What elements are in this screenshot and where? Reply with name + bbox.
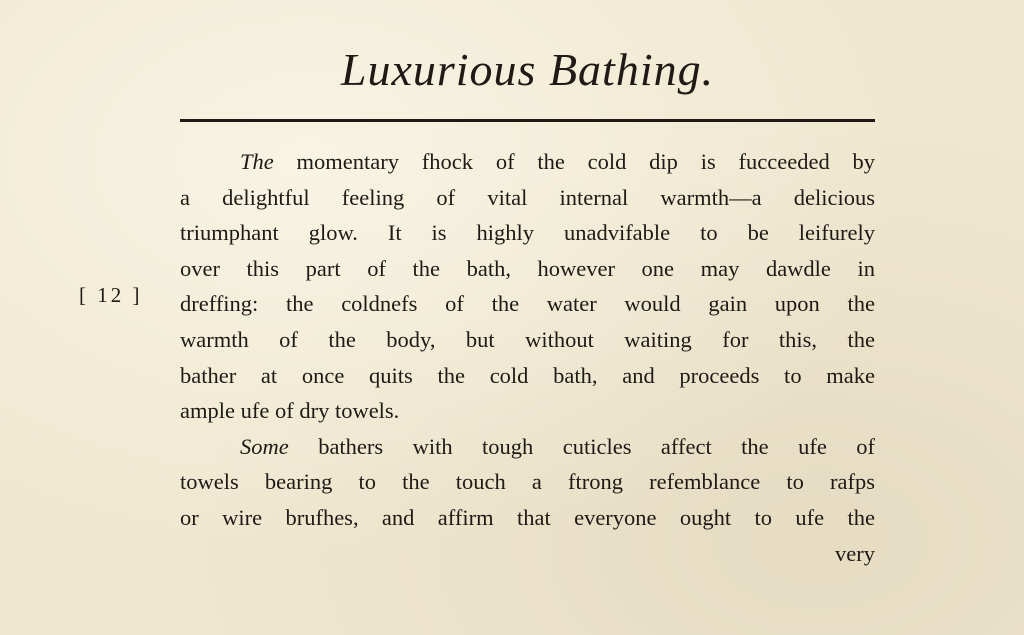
paragraph-1-line-2: a delightful feeling of vital internal warmth—a delicious xyxy=(180,184,875,210)
paragraph-2-line-3: or wire brufhes, and affirm that everyone ought to ufe the xyxy=(180,504,875,530)
paragraph-1-line-7: bather at once quits the cold bath, and proceeds to make xyxy=(180,362,875,388)
paragraph-1-line-5: dreffing: the coldnefs of the water would gain upon the xyxy=(180,291,875,317)
page-title: Luxurious Bathing. xyxy=(340,44,715,95)
paragraph-1-lead-word: The xyxy=(240,149,274,174)
paragraph-1-first-line xyxy=(180,144,875,180)
catchword: very xyxy=(835,540,875,566)
paragraph-2-line-2: towels bearing to the touch a ftrong refemblance to rafps xyxy=(180,469,875,495)
paragraph-1-line-6: warmth of the body, but without waiting for this, the xyxy=(180,326,875,352)
paragraph-2-first-line xyxy=(180,429,875,465)
page-number: [ 12 ] xyxy=(79,283,143,307)
paragraph-2-lead-word: Some xyxy=(240,433,289,459)
paragraph-1-line-4: over this part of the bath, however one may dawdle in xyxy=(180,255,875,281)
paragraph-1-line-8: ample ufe of dry towels. xyxy=(180,398,400,424)
paragraph-1-line-1-text: momentary fhock of the cold dip is fucceeded by xyxy=(273,149,875,174)
paragraph-2-line-1-text: bathers with tough cuticles affect the ufe of xyxy=(288,433,875,459)
paragraph-1-line-3: triumphant glow. It is highly unadvifable to be leifurely xyxy=(180,220,875,246)
title-rule xyxy=(180,119,875,122)
body-text xyxy=(180,144,875,571)
